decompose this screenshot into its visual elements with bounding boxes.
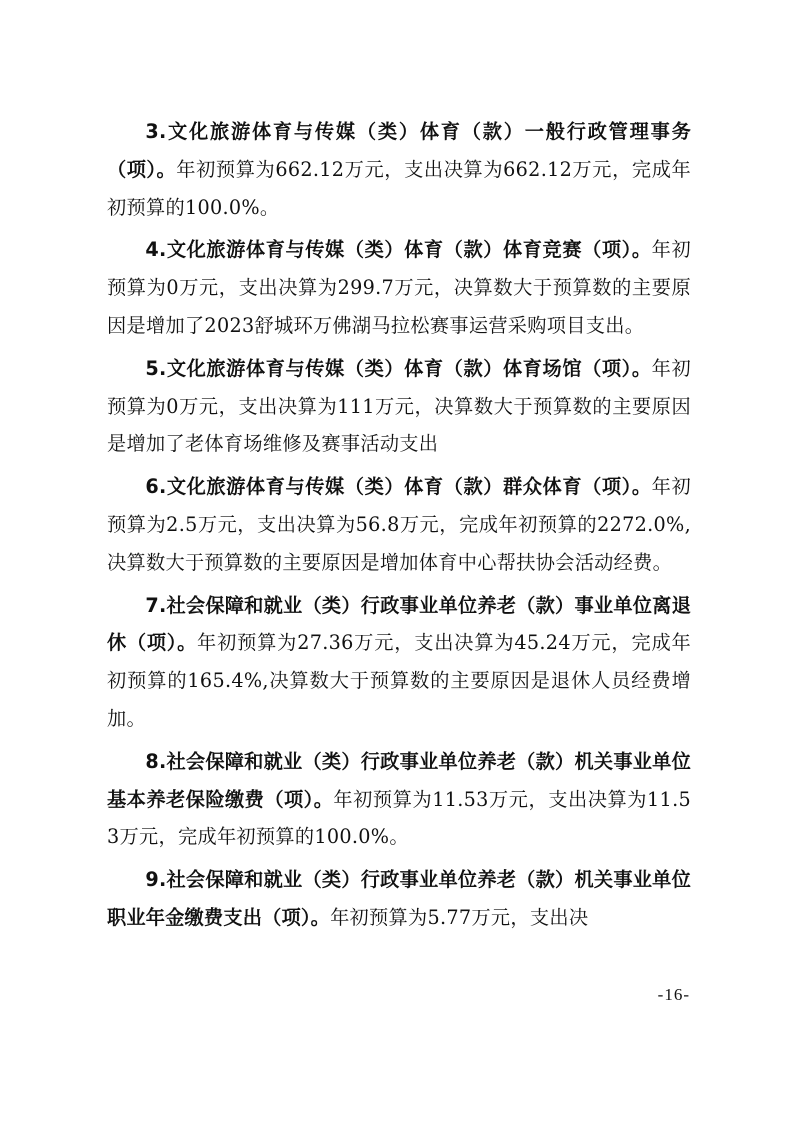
paragraph-text: 年初预算为2.5万元，支出决算为56.8万元，完成年初预算的2272.0%,决算数大于预算数的主要原因是增加体育中心帮扶协会活动经费。 (107, 475, 691, 574)
paragraph-item-4 (107, 231, 691, 344)
document-body (107, 113, 691, 942)
paragraph-text: 年初预算为0万元，支出决算为111万元，决算数大于预算数的主要原因是增加了老体育场维修及赛事活动支出 (107, 356, 691, 456)
paragraph-item-3 (107, 113, 691, 226)
paragraph-item-8 (107, 743, 691, 856)
paragraph-heading: 6.文化旅游体育与传媒（类）体育（款）群众体育（项）。 (145, 475, 652, 499)
paragraph-heading: 4.文化旅游体育与传媒（类）体育（款）体育竞赛（项）。 (145, 238, 652, 262)
paragraph-text: 年初预算为27.36万元，支出决算为45.24万元，完成年初预算的165.4%,决算数大于预算数的主要原因是退休人员经费增加。 (107, 631, 691, 730)
paragraph-item-7 (107, 587, 691, 738)
page-number: -16- (657, 985, 690, 1004)
paragraph-text: 年初预算为662.12万元，支出决算为662.12万元，完成年初预算的100.0%。 (107, 157, 692, 219)
paragraph-heading: 5.文化旅游体育与传媒（类）体育（款）体育场馆（项）。 (145, 356, 652, 380)
paragraph-text: 年初预算为5.77万元，支出决 (330, 905, 589, 929)
paragraph-text: 年初预算为11.53万元，支出决算为11.53万元，完成年初预算的100.0%。 (107, 787, 691, 849)
paragraph-heading: 3.文化旅游体育与传媒（类）体育（款）一般行政管理事务（项）。 (107, 120, 691, 181)
paragraph-item-5 (107, 350, 691, 463)
paragraph-item-6 (107, 468, 691, 581)
paragraph-heading: 8.社会保障和就业（类）行政事业单位养老（款）机关事业单位基本养老保险缴费（项）。 (107, 749, 691, 811)
paragraph-heading: 9.社会保障和就业（类）行政事业单位养老（款）机关事业单位职业年金缴费支出（项）。 (107, 868, 691, 929)
paragraph-text: 年初预算为0万元，支出决算为299.7万元，决算数大于预算数的主要原因是增加了2023舒城环万佛湖马拉松赛事运营采购项目支出。 (107, 238, 691, 337)
paragraph-heading: 7.社会保障和就业（类）行政事业单位养老（款）事业单位离退休（项）。 (107, 593, 691, 655)
paragraph-item-9 (107, 861, 691, 937)
